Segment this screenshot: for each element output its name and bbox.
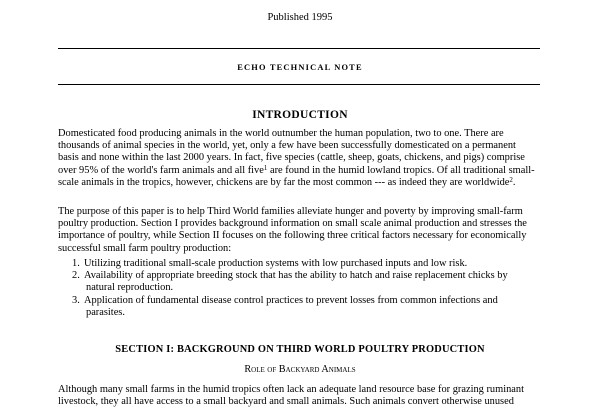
- paragraph-line: The purpose of this paper is to help Third World families alleviate hunger and poverty by improving small-farm: [58, 206, 523, 217]
- paragraph-line: Domesticated food producing animals in the world outnumber the human population, two to one. There are: [58, 128, 504, 139]
- paragraph-line: successful small farm poultry production:: [58, 242, 232, 254]
- section-1-paragraph-line-2: livestock, they all have access to a small backyard and small animals. Such animals convert otherwise unused: [58, 396, 514, 407]
- list-number: 1.: [72, 258, 80, 269]
- series-title: ECHO TECHNICAL NOTE: [237, 63, 363, 72]
- list-text-continued: natural reproduction.: [86, 282, 174, 294]
- paragraph-line: thousands of animal species in the world, yet, only a few have been successfully domesticated on a permanent: [58, 140, 516, 152]
- footnote-ref-2: 2: [509, 175, 513, 184]
- introduction-heading: INTRODUCTION: [252, 109, 348, 121]
- list-text-continued: parasites.: [86, 306, 125, 318]
- paragraph-line: basis and none within the last 2000 years. In fact, five species (cattle, sheep, goats, chickens, and pigs) comprise: [58, 152, 525, 164]
- list-text: Application of fundamental disease control practices to prevent losses from common infections and: [84, 294, 498, 306]
- section-1-subheading: Role of Backyard Animals: [244, 364, 356, 375]
- list-text: Availability of appropriate breeding stock that has the ability to hatch and raise replacement chicks by: [84, 270, 508, 282]
- publication-date: Published 1995: [267, 12, 333, 23]
- introduction-paragraph-2: [58, 206, 540, 255]
- paragraph-line: importance of poultry, while Section II focuses on the following three critical factors necessary for economically: [58, 230, 527, 242]
- list-item: [72, 270, 540, 294]
- paragraph-line: over 95% of the world's farm animals and all five: [58, 164, 264, 176]
- bottom-divider: [58, 84, 540, 85]
- footnote-ref-1: 1: [263, 163, 268, 172]
- paragraph-line: are found in the humid lowland tropics. Of all traditional small-: [267, 164, 535, 176]
- section-1-heading: SECTION I: BACKGROUND ON THIRD WORLD POULTRY PRODUCTION: [115, 344, 485, 355]
- paragraph-line: scale animals in the tropics, however, chickens are by far the most common --- as indeed they are worldwide: [58, 176, 510, 188]
- top-divider: [58, 48, 540, 49]
- paragraph-line: poultry production. Section I provides background information on small scale animal production and stresses the: [58, 218, 527, 230]
- list-item: [72, 258, 540, 270]
- list-item: [72, 295, 540, 319]
- list-number: 3.: [72, 294, 80, 306]
- critical-factors-list: [72, 258, 540, 319]
- introduction-paragraph-1: [58, 128, 540, 189]
- list-text: Utilizing traditional small-scale production systems with low purchased inputs and low risk.: [84, 258, 468, 269]
- list-number: 2.: [72, 270, 80, 282]
- paragraph-line: .: [512, 176, 516, 188]
- section-1-paragraph-line-1: Although many small farms in the humid tropics often lack an adequate land resource base for grazing ruminant: [58, 384, 524, 395]
